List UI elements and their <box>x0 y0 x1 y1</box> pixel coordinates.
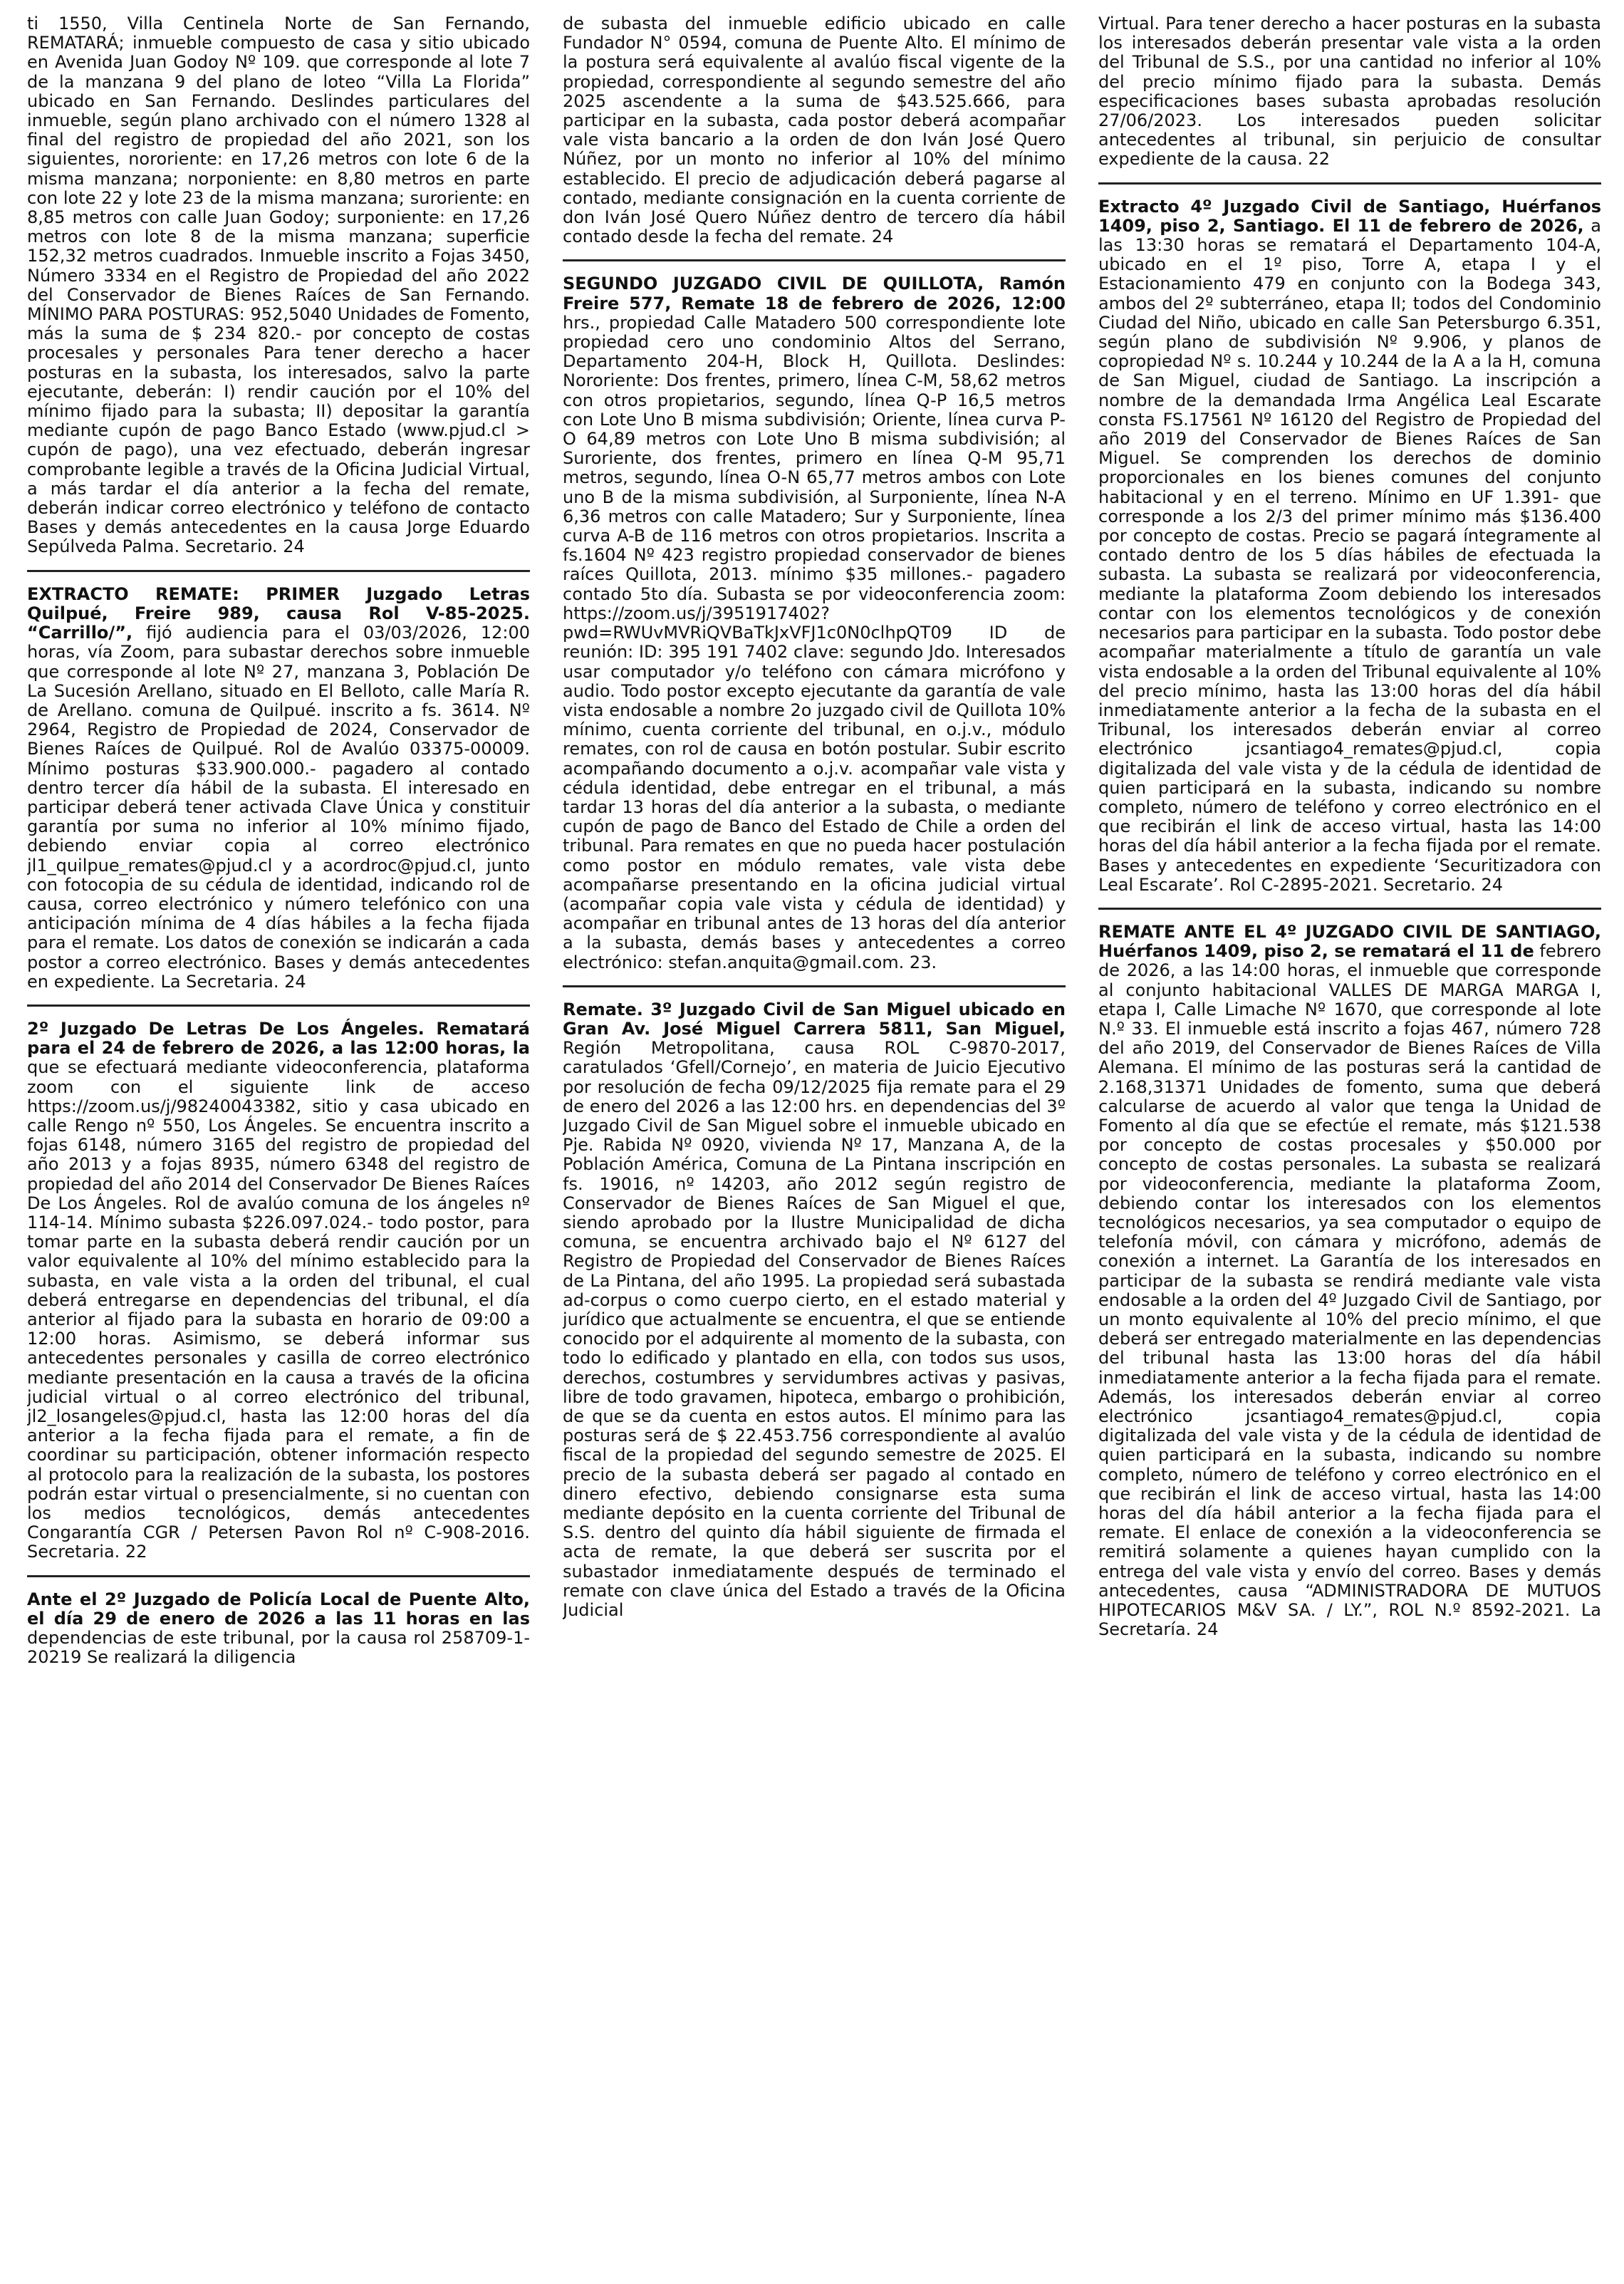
notice-lead: Extracto 4º Juzgado Civil de Santiago, Huérfanos 1409, piso 2, Santiago. El 11 de febrero de 2026, <box>1098 196 1601 236</box>
notice <box>27 585 530 992</box>
notice-divider <box>27 1575 530 1577</box>
notice <box>1098 197 1601 895</box>
notice <box>563 274 1066 972</box>
notice <box>1098 923 1601 1640</box>
notice <box>27 14 530 557</box>
column-3 <box>1098 14 1601 2273</box>
notice-body: dependencias de este tribunal, por la causa rol 258709-1-20219 Se realizará la diligencia <box>27 1628 530 1668</box>
notice <box>563 14 1066 246</box>
notice-lead: SEGUNDO JUZGADO CIVIL DE QUILLOTA, Ramón Freire 577, Remate 18 de febrero de 2026, 12:00 <box>563 274 1066 313</box>
notice <box>27 1590 530 1668</box>
notice-body: fijó audiencia para el 03/03/2026, 12:00 horas, vía Zoom, para subastar derechos sobre inmueble que corresponde al lote Nº 27, manzana 3, Población De La Sucesión Arellano, situado en El Belloto, calle María R. de Arellano. comuna de Quilpué. inscrito a fs. 3614. Nº 2964, Registro de Propiedad de 2024, Conservador de Bienes Raíces de Quilpué. Rol de Avalúo 03375-00009. Mínimo posturas $33.900.000.- pagadero al contado dentro tercer día hábil de la subasta. El interesado en participar deberá tener activada Clave Única y constituir garantía por suma no inferior al 10% mínimo fijado, debiendo enviar copia al correo electrónico jl1_quilpue_remates@pjud.cl y a acordroc@pjud.cl, junto con fotocopia de su cédula de identidad, indicando rol de causa, correo electrónico y número telefónico con una anticipación mínima de 4 días hábiles a la fecha fijada para el remate. Los datos de conexión se indicarán a cada postor a correo electrónico. Bases y demás antecedentes en expediente. La Secretaria. 24 <box>27 623 530 992</box>
notice-body: ti 1550, Villa Centinela Norte de San Fernando, REMATARÁ; inmueble compuesto de casa y sitio ubicado en Avenida Juan Godoy Nº 109. que corresponde al lote 7 de la manzana 9 del plano de loteo “Villa La Florida” ubicado en San Fernando. Deslindes particulares del inmueble, según plano archivado con el número 1328 al final del registro de propiedad del año 2021, son los siguientes, nororiente: en 17,26 metros con lote 6 de la misma manzana; norponiente: en 8,80 metros en parte con lote 22 y lote 23 de la misma manzana; suroriente: en 8,85 metros con calle Juan Godoy; surponiente: en 17,26 metros con lote 8 de la misma manzana; superficie 152,32 metros cuadrados. Inmueble inscrito a Fojas 3450, Número 3334 en el Registro de Propiedad del año 2022 del Conservador de Bienes Raíces de San Fernando. MÍNIMO PARA POSTURAS: 952,5040 Unidades de Fomento, más la suma de $ 234 820.- por concepto de costas procesales y personales Para tener derecho a hacer posturas en la subasta, los interesados, salvo la parte ejecutante, deberán: I) rendir caución por el 10% del mínimo fijado para la subasta; II) depositar la garantía mediante cupón de pago Banco Estado (www.pjud.cl > cupón de pago), una vez efectuado, deberán ingresar comprobante legible a través de la Oficina Judicial Virtual, a más tardar el día anterior a la fecha del remate, deberán indicar correo electrónico y teléfono de contacto Bases y demás antecedentes en la causa Jorge Eduardo Sepúlveda Palma. Secretario. 24 <box>27 14 530 557</box>
notice-divider <box>27 570 530 572</box>
classifieds-page <box>27 14 1601 2273</box>
notice-body: Región Metropolitana, causa ROL C-9870-2017, caratulados ‘Gfell/Cornejo’, en materia de Juicio Ejecutivo por resolución de fecha 09/12/2025 fija remate para el 29 de enero del 2026 a las 12:00 hrs. en dependencias del 3º Juzgado Civil de San Miguel sobre el inmueble ubicado en Pje. Rabida Nº 0920, vivienda Nº 17, Manzana A, de la Población América, Comuna de La Pintana inscripción en fs. 19016, nº 14203, año 2012 según registro de Conservador de Bienes Raíces de San Miguel el que, siendo aprobado por la Ilustre Municipalidad de dicha comuna, se encuentra archivado bajo el Nº 6127 del Registro de Propiedad del Conservador de Bienes Raíces de La Pintana, del año 1995. La propiedad será subastada ad-corpus o como cuerpo cierto, en el estado material y jurídico que actualmente se encuentra, el que se entiende conocido por el adquirente al momento de la subasta, con todo lo edificado y plantado en ella, con todos sus usos, derechos, costumbres y servidumbres activas y pasivas, libre de todo gravamen, hipoteca, embargo o prohibición, de que se da cuenta en estos autos. El mínimo para las posturas será de $ 22.453.756 correspondiente al avalúo fiscal de la propiedad del segundo semestre de 2025. El precio de la subasta deberá ser pagado al contado en dinero efectivo, debiendo consignarse esta suma mediante depósito en la cuenta corriente del Tribunal de S.S. dentro del quinto día hábil siguiente de firmada el acta de remate, la que deberá ser suscrita por el subastador inmediatamente después de terminado el remate con clave única del Estado a través de la Oficina Judicial <box>563 1038 1066 1621</box>
notice-body: que se efectuará mediante videoconferencia, plataforma zoom con el siguiente link de acceso https://zoom.us/j/98240043382, sitio y casa ubicado en calle Rengo nº 550, Los Ángeles. Se encuentra inscrito a fojas 6148, número 3165 del registro de propiedad del año 2013 y a fojas 8935, número 6348 del registro de propiedad del año 2014 del Conservador De Bienes Raíces De Los Ángeles. Rol de avalúo comuna de los ángeles nº 114-14. Mínimo subasta $226.097.024.- todo postor, para tomar parte en la subasta deberá rendir caución por un valor equivalente al 10% del mínimo establecido para la subasta, en vale vista a la orden del tribunal, el cual deberá entregarse en dependencias del tribunal, el día anterior al fijado para la subasta en horario de 09:00 a 12:00 horas. Asimismo, se deberá informar sus antecedentes personales y casilla de correo electrónico mediante presentación en la causa a través de la oficina judicial virtual o al correo electrónico del tribunal, jl2_losangeles@pjud.cl, hasta las 12:00 horas del día anterior a la fecha fijada para el remate, a fin de coordinar su participación, obtener información respecto al protocolo para la realización de la subasta, los postores podrán estar virtual o presencialmente, si no cuentan con los medios tecnológicos, demás antecedentes Congarantía CGR / Petersen Pavon Rol nº C-908-2016. Secretaria. 22 <box>27 1057 530 1562</box>
notice-lead: 2º Juzgado De Letras De Los Ángeles. Rematará para el 24 de febrero de 2026, a las 12:00 horas, la <box>27 1018 530 1059</box>
notice-lead: Ante el 2º Juzgado de Policía Local de Puente Alto, el día 29 de enero de 2026 a las 11 horas en las <box>27 1589 530 1629</box>
notice <box>27 1019 530 1562</box>
notice-body: febrero de 2026, a las 14:00 horas, el inmueble que corresponde al conjunto habitacional VALLES DE MARGA MARGA I, etapa I, Calle Limache Nº 1670, que corresponde al lote N.º 33. El inmueble está inscrito a fojas 467, número 728 del año 2019, del Conservador de Bienes Raíces de Villa Alemana. El mínimo de las posturas será la cantidad de 2.168,31371 Unidades de fomento, suma que deberá calcularse de acuerdo al valor que tenga la Unidad de Fomento al día que se efectúe el remate, más $121.538 por concepto de costas procesales y $50.000 por concepto de costas personales. La subasta se realizará por videoconferencia, mediante la plataforma Zoom, debiendo contar los interesados con los elementos tecnológicos necesarios, ya sea computador o equipo de telefonía móvil, con cámara y micrófono, además de conexión a internet. La Garantía de los interesados en participar de la subasta se rendirá mediante vale vista endosable a la orden del 4º Juzgado Civil de Santiago, por un monto equivalente al 10% del precio mínimo, el que deberá ser entregado materialmente en las dependencias del tribunal hasta las 13:00 horas del día hábil inmediatamente anterior a la fecha fijada para el remate. Además, los interesados deberán enviar al correo electrónico jcsantiago4_remates@pjud.cl, copia digitalizada del vale vista y de la cédula de identidad de quien participará en la subasta, indicando su nombre completo, número de teléfono y correo electrónico en el que recibirán el link de acceso virtual, hasta las 14:00 horas del día hábil anterior a la fecha fijada para el remate. El enlace de conexión a la videoconferencia se remitirá solamente a quienes hayan cumplido con la entrega del vale vista y envío del correo. Bases y demás antecedentes, causa “ADMINISTRADORA DE MUTUOS HIPOTECARIOS M&V SA. / LY.”, ROL N.º 8592-2021. La Secretaría. 24 <box>1098 941 1601 1640</box>
column-2 <box>563 14 1066 2273</box>
notice-lead: EXTRACTO REMATE: PRIMER Juzgado Letras Quilpué, Freire 989, causa Rol V-85-2025. “Carrillo/”, <box>27 583 530 643</box>
notice-divider <box>563 985 1066 987</box>
column-1 <box>27 14 530 2273</box>
notice-lead: REMATE ANTE EL 4º JUZGADO CIVIL DE SANTIAGO, Huérfanos 1409, piso 2, se rematará el 11 de <box>1098 921 1601 962</box>
notice-body: a las 13:30 horas se rematará el Departamento 104-A, ubicado en el 1º piso, Torre A, etapa I y el Estacionamiento 479 en conjunto con la Bodega 343, ambos del 2º subterráneo, etapa II; todos del Condominio Ciudad del Niño, ubicado en calle San Petersburgo 6.351, según plano de subdivisión Nº 9.906, y planos de copropiedad Nº s. 10.244 y 10.244 de la A a la H, comuna de San Miguel, ciudad de Santiago. La inscripción a nombre de la demandada Irma Angélica Leal Escarate consta FS.17561 Nº 16120 del Registro de Propiedad del año 2019 del Conservador de Bienes Raíces de San Miguel. Se comprenden los derechos de dominio proporcionales en los bienes comunes del conjunto habitacional y en el terreno. Mínimo en UF 1.391- que corresponde a los 2/3 del primer mínimo más $136.400 por concepto de costas. Precio se pagará íntegramente al contado dentro de los 5 días hábiles de efectuada la subasta. La subasta se realizará por videoconferencia, mediante la plataforma Zoom debiendo los interesados contar con los elementos tecnológicos y de conexión necesarios para participar en la subasta. Todo postor debe acompañar materialmente a título de garantía un vale vista endosable a la orden del Tribunal equivalente al 10% del precio mínimo, hasta las 13:00 horas del día hábil inmediatamente anterior a la fecha de la subasta en el Tribunal, los interesados deberán enviar al correo electrónico jcsantiago4_remates@pjud.cl, copia digitalizada del vale vista y de la cédula de identidad de quien participará en la subasta, indicando su nombre completo, número de teléfono y correo electrónico en el que recibirán el link de acceso virtual, hasta las 14:00 horas del día hábil anterior a la fecha fijada por el remate. Bases y antecedentes en expediente ‘Securitizadora con Leal Escarate’. Rol C-2895-2021. Secretario. 24 <box>1098 215 1601 895</box>
notice-divider <box>1098 908 1601 910</box>
notice-divider <box>27 1005 530 1007</box>
notice-body: de subasta del inmueble edificio ubicado en calle Fundador N° 0594, comuna de Puente Alto. El mínimo de la postura será equivalente al avalúo fiscal vigente de la propiedad, correspondiente al segundo semestre del año 2025 ascendente a la suma de $43.525.666, para participar en la subasta, cada postor deberá acompañar vale vista bancario a la orden de don Iván José Quero Núñez, por un monto no inferior al 10% del mínimo establecido. El precio de adjudicación deberá pagarse al contado, mediante consignación en la cuenta corriente de don Iván José Quero Núñez dentro de tercero día hábil contado desde la fecha del remate. 24 <box>563 14 1066 247</box>
notice-lead: Remate. 3º Juzgado Civil de San Miguel ubicado en Gran Av. José Miguel Carrera 5811, San Miguel, <box>563 999 1066 1039</box>
notice-divider <box>563 259 1066 261</box>
notice-body: Virtual. Para tener derecho a hacer posturas en la subasta los interesados deberán presentar vale vista a la orden del Tribunal de S.S., por una cantidad no inferior al 10% del precio mínimo fijado para la subasta. Demás especificaciones bases subasta aprobadas resolución 27/06/2023. Los interesados pueden solicitar antecedentes al tribunal, sin perjuicio de consultar expediente de la causa. 22 <box>1098 14 1601 170</box>
notice <box>563 1000 1066 1621</box>
notice-divider <box>1098 182 1601 185</box>
notice-body: hrs., propiedad Calle Matadero 500 correspondiente lote propiedad cero uno condominio Altos del Serrano, Departamento 204-H, Block H, Quillota. Deslindes: Nororiente: Dos frentes, primero, línea C-M, 58,62 metros con otros propietarios, segundo, línea Q-P 16,5 metros con Lote Uno B misma subdivisión; Oriente, línea curva P-O 64,89 metros con Lote Uno B misma subdivisión; al Suroriente, dos frentes, primero en línea Q-M 95,71 metros, segundo, línea O-N 65,77 metros ambos con Lote uno B de la misma subdivisión, al Surponiente, línea N-A 6,36 metros con calle Matadero; Sur y Surponiente, línea curva A-B de 116 metros con otros propietarios. Inscrita a fs.1604 Nº 423 registro propiedad conservador de bienes raíces Quillota, 2013. mínimo $35 millones.- pagadero contado 5to día. Subasta se por videoconferencia zoom: https://zoom.us/j/3951917402?pwd=RWUvMVRiQVBaTkJxVFJ1c0N0clhpQT09 ID de reunión: ID: 395 191 7402 clave: segundo Jdo. Interesados usar computador y/o teléfono con cámara micrófono y audio. Todo postor excepto ejecutante da garantía de vale vista endosable a nombre 2o juzgado civil de Quillota 10% mínimo, cuenta corriente del tribunal, en o.j.v., módulo remates, con rol de causa en botón postular. Subir escrito acompañando documento a o.j.v. acompañar vale vista y cédula identidad, debe entregar en el tribunal, a más tardar 13 horas del día anterior a la subasta, o mediante cupón de pago de Banco del Estado de Chile a orden del tribunal. Para remates en que no pueda hacer postulación como postor en módulo remates, vale vista debe acompañarse presentando en la oficina judicial virtual (acompañar copia vale vista y cédula de identidad) y acompañar en tribunal antes de 13 horas del día anterior a la subasta, demás bases y antecedentes a correo electrónico: stefan.anquita@gmail.com. 23. <box>563 312 1066 972</box>
notice <box>1098 14 1601 170</box>
